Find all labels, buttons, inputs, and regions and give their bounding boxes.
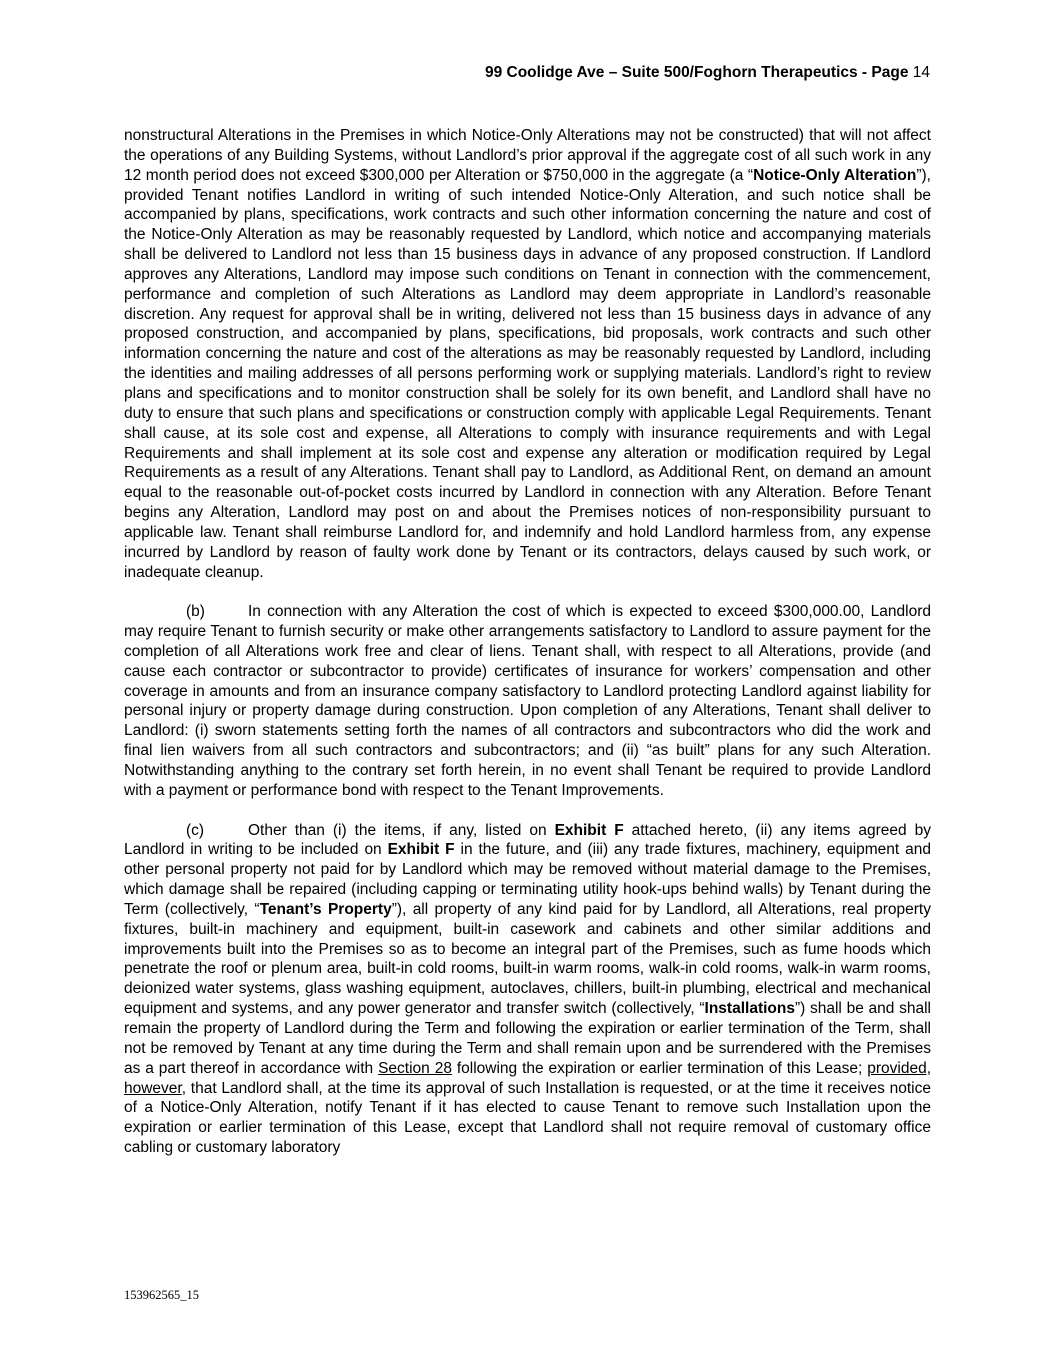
text-run: ”), all property of any kind paid for by Landlord, all Alterations, real property fixtures, built-in machinery and equipment, built-in casework and cabinets and other similar additions and improvements built into the Premises so as to become an integral part of the Premises, such as fume hoods which penetrate the roof or plenum area, built-in cold rooms, built-in warm rooms, walk-in cold rooms, walk-in warm rooms, deionized water systems, glass washing equipment, autoclaves, chillers, built-in plumbing, electrical and mechanical equipment and systems, and any power generator and transfer switch (collectively, “ [124, 900, 931, 1018]
text-run: attached hereto, (ii) any items agreed by Landlord in writing to be included on [124, 821, 931, 859]
defined-term-tenants-property: Tenant’s Property [259, 900, 392, 918]
paragraph-b-label: (b) [186, 603, 205, 621]
header-page-number: 14 [912, 64, 930, 81]
section-28-reference: Section 28 [378, 1059, 452, 1077]
text-run: in the future, and (iii) any trade fixtures, machinery, equipment and other personal property not paid for by Landlord which may be removed without material damage to the Premises, which damage shall be repaired (including capping or terminating utility hook-ups behind walls) by Tenant during the Term (collectively, “ [124, 841, 931, 918]
paragraph-b-text: In connection with any Alteration the cost of which is expected to exceed $300,000.00, Landlord may require Tenant to furnish security or make other arrangements satisfactory to Landlord to assure payment for the completion of all Alterations work free and clear of liens. Tenant shall, with respect to all Alterations, provide (and cause each contractor or subcontractor to provide) certificates of insurance for workers’ compensation and other coverage in amounts and from an insurance company satisfactory to Landlord protecting Landlord against liability for personal injury or property damage during construction. Upon completion of any Alterations, Tenant shall deliver to Landlord: (i) sworn statements setting forth the names of all contractors and subcontractors who did the work and final lien waivers from all such contractors and subcontractors; and (ii) “as built” plans for any such Alteration. Notwithstanding anything to the contrary set forth herein, in no event shall Tenant be required to provide Landlord with a payment or performance bond with respect to the Tenant Improvements. [124, 603, 931, 799]
defined-term-installations: Installations [704, 1000, 795, 1018]
text-run: Other than (i) the items, if any, listed on [248, 821, 555, 839]
paragraph-continuation [124, 126, 931, 582]
provided-term: provided, [867, 1059, 931, 1077]
text-run: , that Landlord shall, at the time its approval of such Installation is requested, or at the time it receives notice of a Notice-Only Alteration, notify Tenant if it has elected to cause Tenant to remove such Installation upon the expiration or earlier termination of this Lease, except that Landlord shall not require removal of customary office cabling or customary laboratory [124, 1079, 931, 1157]
text-run: ”) shall be and shall remain the property of Landlord during the Term and following the expiration or earlier termination of the Term, shall not be removed by Tenant at any time during the Term and shall remain upon and be surrendered with the Premises as a part thereof in accordance with [124, 1000, 931, 1077]
text-run: nonstructural Alterations in the Premises in which Notice-Only Alterations may not be constructed) that will not affect the operations of any Building Systems, without Landlord’s prior approval if the aggregate cost of all such work in any 12 month period does not exceed $300,000 per Alteration or $750,000 in the aggregate (a “ [124, 127, 931, 184]
defined-term-notice-only-alteration: Notice-Only Alteration [753, 166, 917, 184]
header-title: 99 Coolidge Ave – Suite 500/Foghorn Therapeutics - Page [484, 64, 909, 81]
exhibit-f-reference: Exhibit F [387, 841, 455, 859]
document-body [124, 126, 931, 1178]
paragraph-b [124, 602, 931, 800]
text-run: following the expiration or earlier termination of this Lease; [451, 1059, 868, 1077]
however-term: however [124, 1079, 182, 1097]
footer-doc-id: 153962565_15 [124, 1288, 199, 1302]
exhibit-f-reference: Exhibit F [554, 821, 624, 839]
paragraph-c [124, 821, 931, 1158]
page-header [485, 63, 930, 83]
text-run: ”), provided Tenant notifies Landlord in writing of such intended Notice-Only Alteration, and such notice shall be accompanied by plans, specifications, work contracts and such other information concerning the nature and cost of the Notice-Only Alteration as may be reasonably requested by Landlord, which notice and accompanying materials shall be delivered to Landlord not less than 15 business days in advance of any proposed construction. If Landlord approves any Alterations, Landlord may impose such conditions on Tenant in connection with the commencement, performance and completion of such Alterations as Landlord may deem appropriate in Landlord’s reasonable discretion. Any request for approval shall be in writing, delivered not less than 15 business days in advance of any proposed construction, and accompanied by plans, specifications, bid proposals, work contracts and such other information concerning the nature and cost of the alterations as may be reasonably requested by Landlord, including the identities and mailing addresses of all persons performing work or supplying materials. Landlord’s right to review plans and specifications and to monitor construction shall be solely for its own benefit, and Landlord shall have no duty to ensure that such plans and specifications or construction comply with applicable Legal Requirements. Tenant shall cause, at its sole cost and expense, all Alterations to comply with insurance requirements and with Legal Requirements and shall implement at its sole cost and expense any alteration or modification required by Legal Requirements as a result of any Alterations. Tenant shall pay to Landlord, as Additional Rent, on demand an amount equal to the reasonable out-of-pocket costs incurred by Landlord in connection with any Alteration. Before Tenant begins any Alteration, Landlord may post on and about the Premises notices of non-responsibility pursuant to applicable law. Tenant shall reimburse Landlord for, and indemnify and hold Landlord harmless from, any expense incurred by Landlord by reason of faulty work done by Tenant or its contractors, delays caused by such work, or inadequate cleanup. [124, 166, 931, 581]
paragraph-c-label: (c) [186, 821, 205, 839]
